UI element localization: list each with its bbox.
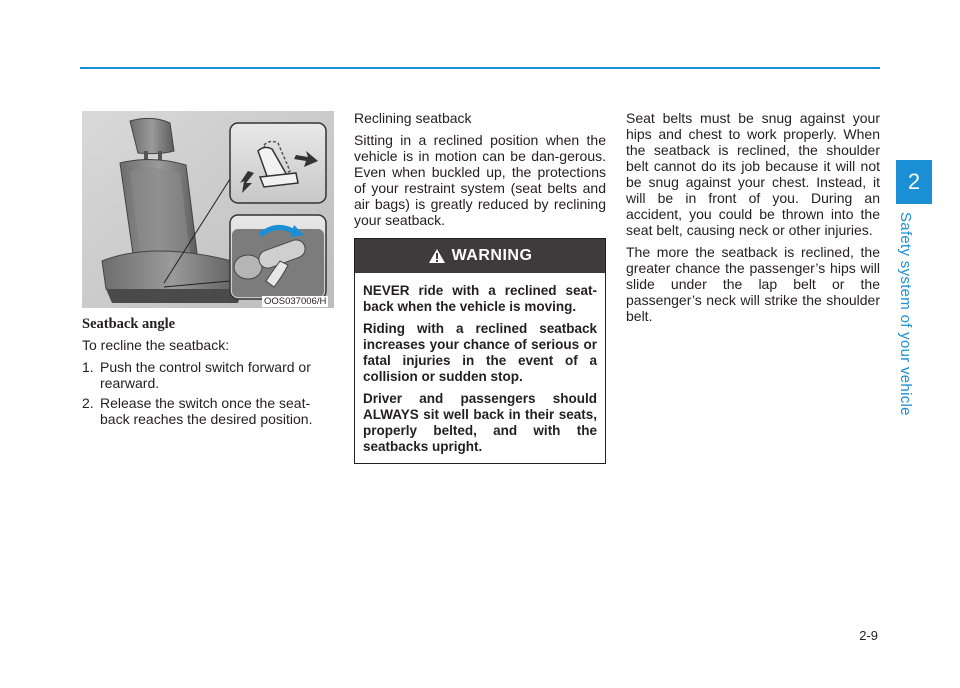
warning-title: WARNING <box>451 247 533 264</box>
page-number: 2-9 <box>859 628 878 643</box>
warning-triangle-icon <box>428 248 446 264</box>
warning-paragraph: Riding with a reclined seatback increases your chance of serious or fatal injuries in the event of a collision or sudden stop. <box>363 321 597 384</box>
body-text: The more the seatback is reclined, the greater chance the passenger’s hips will slide under the lap belt or the passenger’s neck will strike the shoulder belt. <box>626 244 880 324</box>
body-text: Seat belts must be snug against your hips and chest to work properly. When the seatback is reclined, the shoulder belt cannot do its job because it will not be snug against your chest. Instead, it will be in front of you. During an accident, you could be thrown into the seat belt, causing neck or other injuries. <box>626 110 880 238</box>
warning-body <box>355 273 605 455</box>
figure-code: OOS037006/H <box>264 296 327 307</box>
warning-paragraph: NEVER ride with a reclined seat-back when the vehicle is moving. <box>363 283 597 314</box>
step-number: 2. <box>82 395 94 411</box>
header-rule <box>80 67 880 69</box>
step-text: Push the control switch forward or rearward. <box>100 359 311 391</box>
chapter-tab <box>896 160 932 204</box>
step-item <box>82 395 334 427</box>
step-item <box>82 359 334 391</box>
section-heading: Seatback angle <box>82 316 176 332</box>
warning-paragraph: Driver and passengers should ALWAYS sit well back in their seats, properly belted, and with the seatbacks upright. <box>363 391 597 454</box>
chapter-number: 2 <box>907 169 921 194</box>
step-number: 1. <box>82 359 94 375</box>
control-lever-icon <box>232 225 324 297</box>
step-text: Release the switch once the seat-back reaches the desired position. <box>100 395 313 427</box>
seat-figure <box>82 111 334 308</box>
seatback-angle-section <box>82 316 334 431</box>
seat-illustration <box>82 111 334 308</box>
intro-text: To recline the seatback: <box>82 337 230 353</box>
warning-header <box>355 239 605 273</box>
chapter-title: Safety system of your vehicle <box>897 212 914 416</box>
warning-box <box>354 238 606 464</box>
subsection-title: Reclining seatback <box>354 110 472 126</box>
seat-belt-section <box>626 110 880 330</box>
reclining-seatback-section <box>354 110 606 234</box>
body-text: Sitting in a reclined position when the vehicle is in motion can be dan-gerous. Even when buckled up, the protections of your restraint system (seat belts and air bags) is greatly reduced by reclining your seatback. <box>354 132 606 228</box>
